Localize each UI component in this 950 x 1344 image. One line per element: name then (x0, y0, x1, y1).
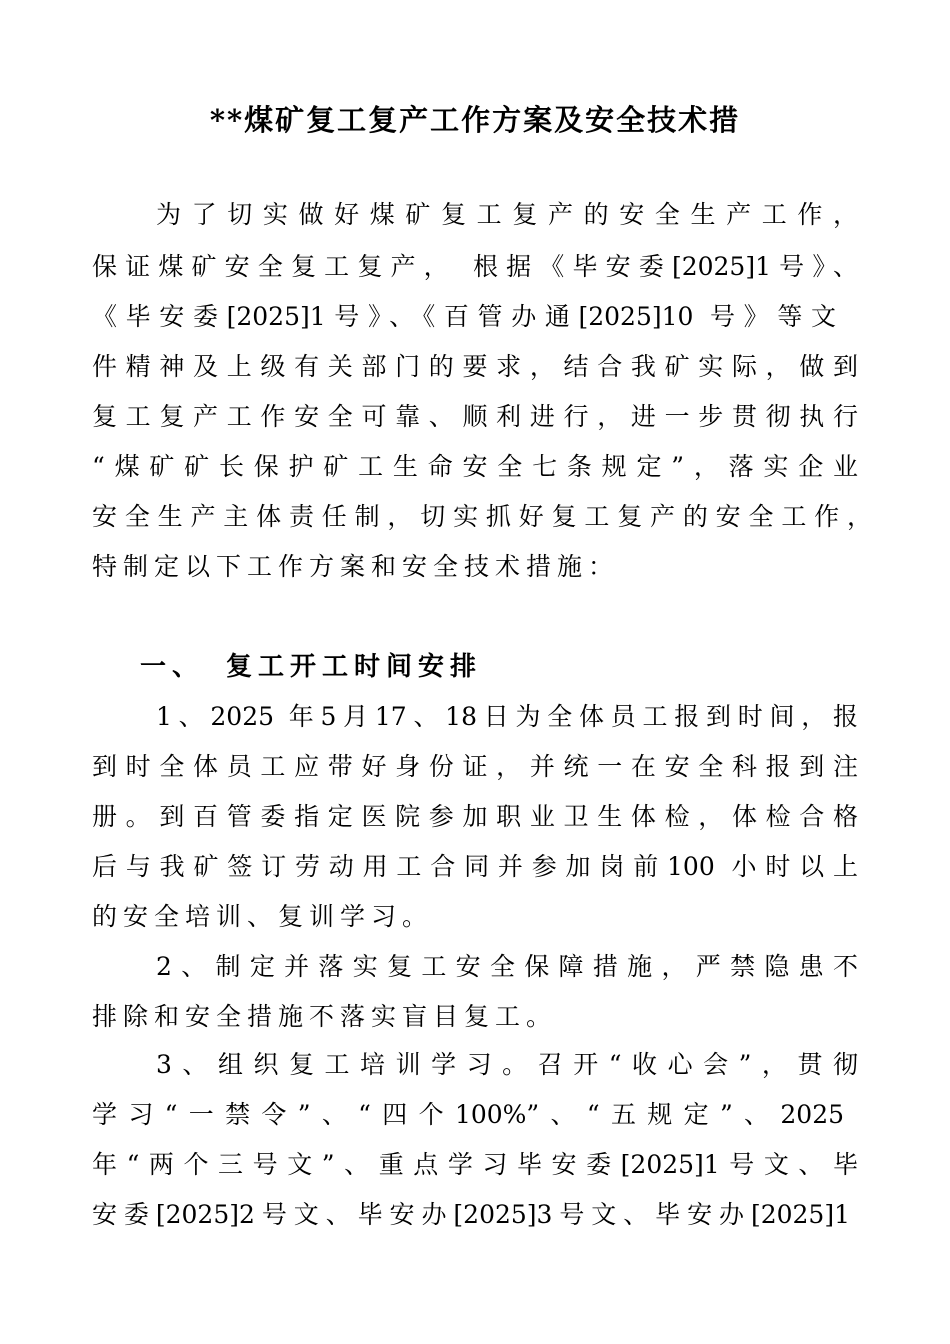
paragraph-line: 《毕安委[2025]1号》、《百管办通[2025]10 号》等文 (92, 302, 836, 331)
paragraph-line: 后与我矿签订劳动用工合同并参加岗前100 小时以上 (92, 852, 858, 881)
section-title: 复工开工时间安排 (226, 652, 483, 682)
paragraph-line: 特制定以下工作方案和安全技术措施： (92, 552, 620, 581)
section-heading (140, 650, 482, 684)
document-title: **煤矿复工复产工作方案及安全技术措 (209, 103, 741, 137)
paragraph-line: 3、组织复工培训学习。召开“收心会”，贯彻 (156, 1050, 858, 1079)
paragraph-line: 2、制定并落实复工安全保障措施，严禁隐患不 (156, 952, 858, 981)
paragraph-line: 到时全体员工应带好身份证，并统一在安全科报到注 (92, 752, 858, 781)
paragraph-line: 排除和安全措施不落实盲目复工。 (92, 1002, 558, 1031)
paragraph-line: 1、2025 年5月17、18日为全体员工报到时间，报 (156, 702, 858, 731)
section-number: 一、 (140, 652, 205, 682)
paragraph-line: 学习“一禁令”、“四个100%”、“五规定”、2025 (92, 1100, 844, 1129)
paragraph-line: 册。到百管委指定医院参加职业卫生体检，体检合格 (92, 802, 858, 831)
paragraph-line: 安全生产主体责任制，切实抓好复工复产的安全工作， (92, 502, 872, 531)
paragraph-line: 件精神及上级有关部门的要求，结合我矿实际，做到 (92, 352, 858, 381)
paragraph-line: “煤矿矿长保护矿工生命安全七条规定”，落实企业 (92, 452, 858, 481)
paragraph-line: 的安全培训、复训学习。 (92, 902, 434, 931)
paragraph-line: 安委[2025]2号文、毕安办[2025]3号文、毕安办[2025]1 (92, 1200, 850, 1229)
paragraph-line: 为了切实做好煤矿复工复产的安全生产工作， (156, 200, 858, 229)
paragraph-line: 保证煤矿安全复工复产， 根据《毕安委[2025]1号》、 (92, 252, 858, 281)
paragraph-line: 年“两个三号文”、重点学习毕安委[2025]1号文、毕 (92, 1150, 858, 1179)
paragraph-line: 复工复产工作安全可靠、顺利进行，进一步贯彻执行 (92, 402, 858, 431)
